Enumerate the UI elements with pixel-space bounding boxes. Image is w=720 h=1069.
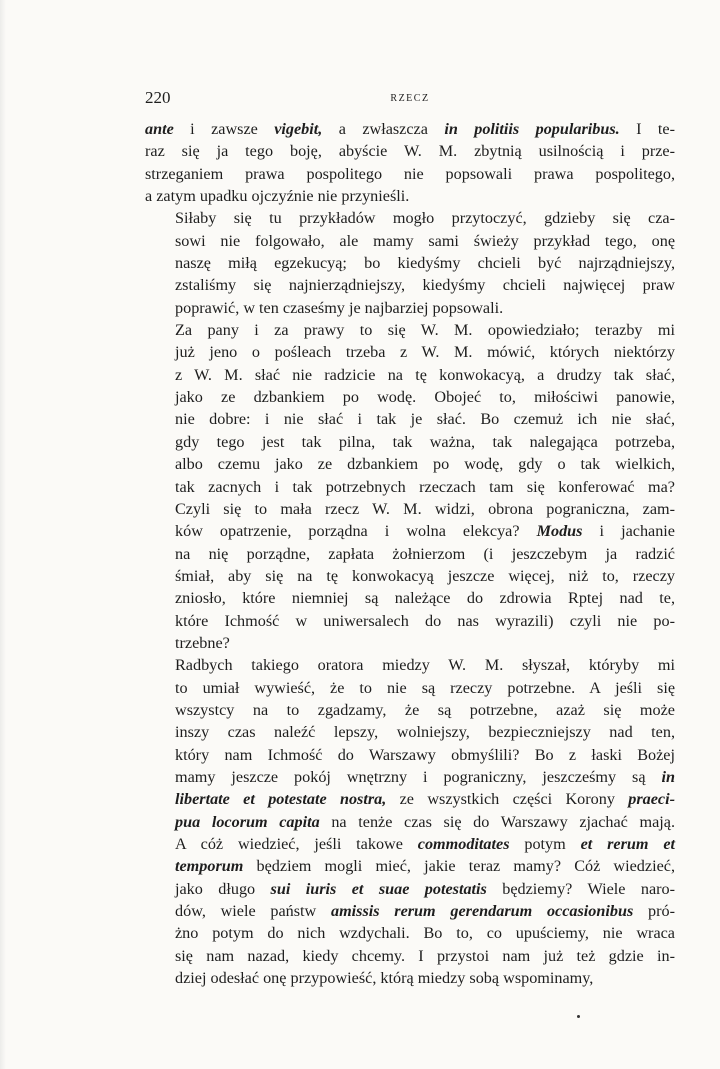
text-line	[145, 922, 675, 944]
text-line	[145, 878, 675, 900]
text-line	[145, 140, 675, 162]
text-line	[145, 699, 675, 721]
paragraph	[145, 319, 675, 654]
text-segment: a zwłaszcza	[322, 120, 445, 138]
text-segment: Za pany i za prawy to się W. M. opowiedziało; terazby mi	[175, 321, 675, 340]
text-line	[145, 319, 675, 341]
text-line	[145, 453, 675, 475]
text-segment: Czyli się to mała rzecz W. M. widzi, obrona pograniczna, zam-	[175, 499, 675, 518]
text-line	[145, 654, 675, 676]
text-segment: to umiał wywieść, że to nie są rzeczy potrzebne. A jeśli się	[175, 678, 675, 697]
text-line	[145, 386, 675, 408]
text-segment: albo czemu jako ze dzbankiem po wodę, gdy o tak wielkich,	[175, 455, 675, 474]
page-number: 220	[145, 88, 171, 107]
text-segment: na tenże czas się do Warszawy zjachać mają.	[319, 812, 675, 831]
latin-phrase: et rerum et	[580, 835, 675, 853]
latin-phrase: in	[661, 767, 675, 786]
text-line	[145, 341, 675, 363]
text-line	[145, 833, 675, 855]
latin-phrase: pua locorum capita	[175, 812, 320, 831]
text-line	[145, 811, 675, 833]
stray-print-mark	[577, 1015, 580, 1018]
text-segment: będziem mogli mieć, jakie teraz mamy? Cóż wiedzieć,	[243, 857, 675, 876]
text-segment: śmiał, aby się na tę konwokacyą jeszcze więcej, niż to, rzeczy	[175, 566, 675, 585]
text-line	[145, 297, 675, 319]
text-segment: Radbych takiego oratora miedzy W. M. słyszał, któryby mi	[175, 656, 675, 675]
text-line	[145, 118, 675, 140]
text-segment: Siłaby się tu przykładów mogło przytoczyć, gdzieby się cza-	[175, 209, 675, 228]
text-segment: już jeno o pośleach trzeba z W. M. mówić, których niektórzy	[175, 343, 675, 362]
paragraph	[145, 654, 675, 989]
text-segment: naszę miłą egzekucyą; bo kiedyśmy chcieli być najrządniejszy,	[175, 254, 675, 273]
latin-phrase: sui iuris et suae potestatis	[270, 879, 487, 898]
text-segment: będziemy? Wiele naro-	[486, 879, 676, 898]
text-segment: jako długo	[175, 879, 271, 898]
latin-phrase: in politiis popularibus.	[444, 120, 620, 138]
text-segment: strzeganiem prawa pospolitego nie popsowali prawa pospolitego,	[145, 164, 675, 183]
text-line	[145, 163, 675, 185]
text-segment: ków opatrzenie, porządna i wolna elekcya?	[175, 522, 537, 541]
text-line	[145, 364, 675, 386]
text-segment: z W. M. słać nie radzicie na tę konwokacyą, a drudzy tak słać,	[175, 365, 675, 384]
text-segment: poprawić, w ten czaseśmy je najbarziej popsowali.	[175, 298, 504, 317]
latin-phrase: commoditates	[417, 835, 510, 853]
text-segment: mamy jeszcze pokój wnętrzny i pograniczny, jeszcześmy są	[175, 767, 662, 786]
text-line	[145, 721, 675, 743]
text-segment: gdy tego jest tak pilna, tak ważna, tak nalegająca potrzeba,	[175, 432, 675, 451]
text-line	[145, 185, 675, 207]
text-line	[145, 207, 675, 229]
text-segment: sowi nie folgowało, ale mamy sami świeży przykład tego, onę	[175, 231, 675, 250]
text-line	[145, 677, 675, 699]
latin-phrase: temporum	[175, 857, 244, 876]
latin-phrase: ante	[145, 120, 174, 138]
text-segment: żno potym do nich wzdychali. Bo to, co upuściemy, nie wraca	[175, 924, 675, 943]
text-line	[145, 274, 675, 296]
text-line	[145, 565, 675, 587]
text-line	[145, 498, 675, 520]
text-segment: i zawsze	[173, 120, 275, 138]
text-segment: dziej odesłać onę przypowieść, którą miedzy sobą wspominamy,	[175, 969, 594, 988]
text-line	[145, 230, 675, 252]
text-segment: które Ichmość w uniwersalech do nas wyrazili) czyli nie po-	[175, 611, 675, 630]
latin-phrase: Modus	[536, 522, 583, 541]
text-line	[145, 431, 675, 453]
text-line	[145, 520, 675, 542]
latin-phrase: vigebit,	[274, 120, 323, 138]
page-header	[145, 88, 675, 118]
page-edge-shadow	[0, 0, 6, 1069]
text-line	[145, 408, 675, 430]
text-segment: na nię porządne, zapłata żołnierzom (i jeszczebym ja radzić	[175, 544, 675, 563]
text-line	[145, 476, 675, 498]
paragraph	[145, 118, 675, 207]
running-title: RZECZ	[390, 93, 430, 104]
text-segment: raz się ja tego boję, abyście W. M. zbytnią usilnością i prze-	[145, 142, 675, 161]
text-segment: który nam Ichmość do Warszawy obmyślili? Bo z łaski Bożej	[175, 745, 675, 764]
page-body-text	[145, 118, 675, 989]
text-segment: i jachanie	[582, 522, 675, 541]
text-segment: ze wszystkich części Korony	[386, 790, 629, 809]
text-segment: trzebne?	[175, 633, 230, 652]
text-line	[145, 900, 675, 922]
text-segment: zniosło, które niemniej są należące do zdrowia Rptej nad te,	[175, 589, 675, 608]
text-line	[145, 610, 675, 632]
text-segment: wszystcy na to zgadzamy, że są potrzebne, azaż się może	[175, 700, 675, 719]
latin-phrase: praeci-	[628, 790, 675, 809]
text-segment: nie dobre: i nie słać i tak je słać. Bo czemuż ich nie słać,	[175, 410, 675, 429]
text-segment: pró-	[633, 902, 675, 921]
text-segment: tak zacnych i tak potrzebnych rzeczach tam się konferować ma?	[175, 477, 675, 496]
book-page	[145, 88, 675, 989]
text-line	[145, 967, 675, 989]
text-line	[145, 252, 675, 274]
latin-phrase: libertate et potestate nostra,	[175, 790, 387, 809]
text-segment: się nam nazad, kiedy chcemy. I przystoi nam już też gdzie in-	[175, 946, 675, 965]
text-segment: I te-	[619, 120, 676, 138]
text-line	[145, 587, 675, 609]
text-line	[145, 788, 675, 810]
text-line	[145, 766, 675, 788]
text-line	[145, 744, 675, 766]
text-segment: potym	[509, 835, 581, 853]
text-line	[145, 855, 675, 877]
text-segment: dów, wiele państw	[175, 902, 331, 921]
text-segment: A cóż wiedzieć, jeśli takowe	[175, 835, 418, 853]
text-segment: inszy czas naleźć lepszy, wolniejszy, bezpieczniejszy nad ten,	[175, 723, 675, 742]
paragraph	[145, 207, 675, 319]
text-segment: a zatym upadku ojczyźnie nie przynieśli.	[145, 187, 410, 206]
text-segment: jako ze dzbankiem po wodę. Obojeć to, miłościwi panowie,	[175, 388, 675, 407]
text-line	[145, 632, 675, 654]
text-line	[145, 945, 675, 967]
latin-phrase: amissis rerum gerendarum occasionibus	[330, 902, 634, 921]
text-segment: zstaliśmy się najnierządniejszy, kiedyśmy chcieli najwięcej praw	[175, 276, 675, 295]
text-line	[145, 543, 675, 565]
